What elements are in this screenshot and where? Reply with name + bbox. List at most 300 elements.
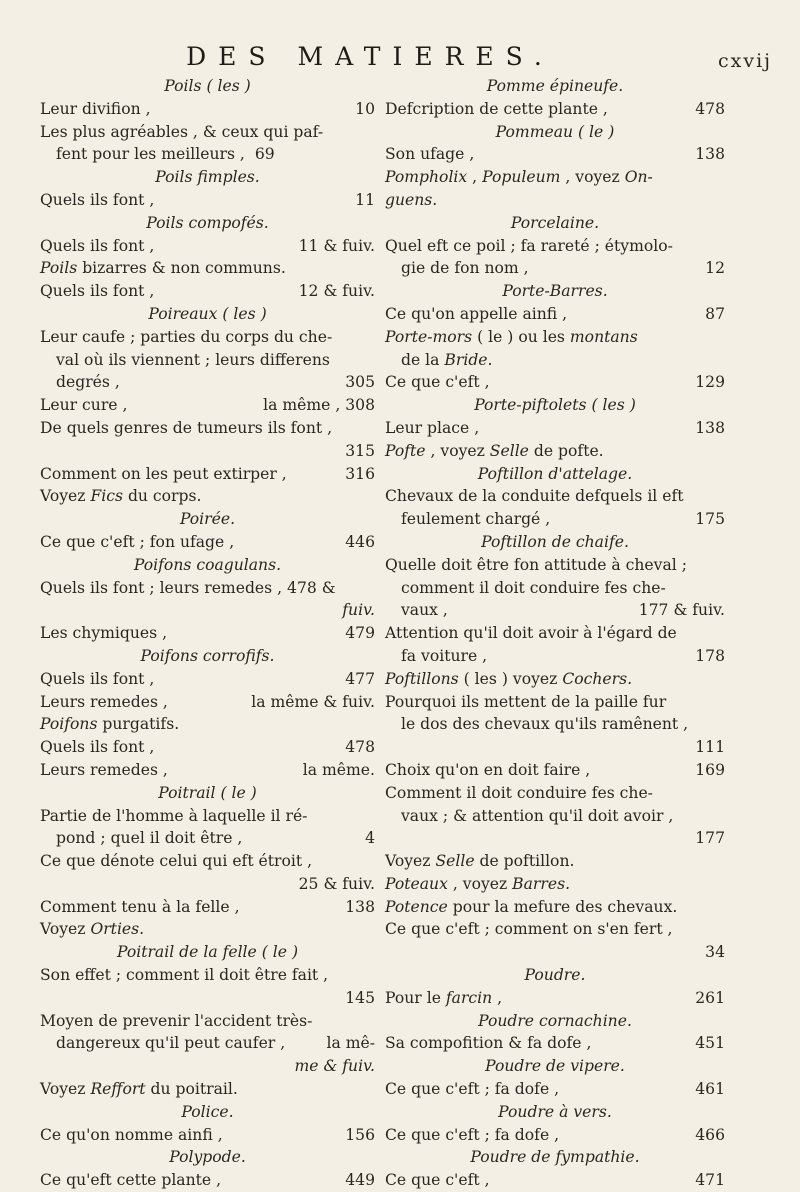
entry-text bbox=[385, 898, 677, 916]
entry-text bbox=[385, 143, 474, 166]
text-run: ( le ) bbox=[215, 783, 257, 802]
entry-text bbox=[56, 827, 242, 850]
text-run: du poitrail. bbox=[145, 1080, 238, 1099]
text-run: fimples. bbox=[192, 168, 260, 187]
text-run: Ce que c'eft ; fon ufage , bbox=[40, 532, 235, 551]
entry-text bbox=[299, 875, 375, 893]
index-entry bbox=[385, 98, 725, 121]
index-entry bbox=[40, 121, 375, 144]
text-run: Ce qu'on nomme ainfi , bbox=[40, 1125, 223, 1144]
entry-text bbox=[40, 235, 154, 258]
text-run: Comment tenu à la felle , bbox=[40, 897, 240, 916]
text-run: Son effet ; comment il doit être fait , bbox=[40, 966, 329, 985]
page-ref: 11 & fuiv. bbox=[298, 236, 375, 255]
entry-text bbox=[496, 123, 615, 141]
text-run: Ce que c'eft , bbox=[385, 1171, 490, 1190]
entry-text bbox=[695, 829, 725, 847]
entry-text bbox=[470, 1148, 639, 1166]
entry-text bbox=[401, 257, 529, 280]
text-run: 315 bbox=[345, 441, 375, 460]
index-entry bbox=[40, 622, 375, 645]
index-entry bbox=[40, 1010, 375, 1033]
text-run: 111 bbox=[695, 738, 725, 757]
text-run: Orties. bbox=[90, 920, 145, 939]
index-entry bbox=[40, 918, 375, 941]
index-entry bbox=[40, 349, 375, 372]
text-run: Les plus agréables , & ceux qui paf- bbox=[40, 122, 324, 141]
text-run: Ce que dénote celui qui eft étroit , bbox=[40, 852, 313, 871]
entry-text bbox=[141, 647, 275, 665]
text-run: de vipere. bbox=[541, 1057, 625, 1076]
index-entry bbox=[40, 827, 375, 850]
entry-text bbox=[117, 943, 298, 961]
text-run: du corps. bbox=[122, 487, 202, 506]
text-run: Poudre bbox=[485, 1057, 542, 1076]
page-ref: 449 bbox=[345, 1171, 375, 1190]
index-heading bbox=[40, 212, 375, 235]
index-entry bbox=[385, 941, 725, 964]
page-ref: 156 bbox=[345, 1125, 375, 1144]
entry-text bbox=[40, 920, 144, 938]
entry-text bbox=[40, 896, 240, 919]
text-run: 177 bbox=[695, 829, 725, 848]
entry-text bbox=[385, 168, 653, 186]
page-ref: la même. bbox=[302, 760, 375, 779]
page-ref: 87 bbox=[705, 304, 725, 323]
entry-text bbox=[385, 417, 479, 440]
index-entry bbox=[40, 189, 375, 212]
index-entry bbox=[40, 691, 375, 714]
text-run: Poudre bbox=[470, 1148, 527, 1167]
text-run: Poifons bbox=[40, 715, 98, 734]
text-run: Quel eft ce poil ; fa rareté ; étymolo- bbox=[385, 236, 673, 255]
page-ref: 479 bbox=[345, 624, 375, 643]
text-run: Attention qu'il doit avoir à l'égard de bbox=[385, 624, 677, 643]
index-heading bbox=[40, 782, 375, 805]
index-entry bbox=[40, 417, 375, 440]
page-number: cxvij bbox=[718, 50, 773, 72]
page-ref: 478 bbox=[345, 738, 375, 757]
index-entry bbox=[385, 736, 725, 759]
index-heading bbox=[385, 531, 725, 554]
index-heading bbox=[40, 941, 375, 964]
text-run: Comment il doit conduire fes che- bbox=[385, 783, 653, 802]
text-run: feulement chargé , bbox=[401, 510, 551, 529]
index-entry bbox=[385, 235, 725, 258]
entry-text bbox=[40, 98, 151, 121]
text-run: Sa compofition & fa dofe , bbox=[385, 1034, 592, 1053]
text-run: Chevaux de la conduite defquels il eft bbox=[385, 487, 684, 506]
text-run: Son ufage , bbox=[385, 145, 475, 164]
text-run: , voyez bbox=[425, 441, 490, 460]
entry-text bbox=[56, 351, 330, 369]
index-entry bbox=[40, 759, 375, 782]
text-run: de poftillon. bbox=[474, 852, 575, 871]
index-entry bbox=[40, 850, 375, 873]
index-entry bbox=[40, 1032, 375, 1055]
index-entry bbox=[40, 485, 375, 508]
entry-text bbox=[385, 191, 437, 209]
index-entry bbox=[385, 805, 725, 828]
index-entry bbox=[385, 485, 725, 508]
text-run: Voyez bbox=[40, 920, 91, 939]
text-run: dangereux qu'il peut caufer , bbox=[56, 1034, 286, 1053]
entry-text bbox=[385, 442, 604, 460]
entry-text bbox=[385, 1032, 591, 1055]
index-entry bbox=[40, 1078, 375, 1101]
entry-text bbox=[56, 1032, 285, 1055]
entry-text bbox=[385, 1124, 559, 1147]
index-entry bbox=[40, 736, 375, 759]
text-run: ( les ) bbox=[217, 304, 267, 323]
text-run: Ce qu'eft cette plante , bbox=[40, 1171, 222, 1190]
index-entry bbox=[385, 577, 725, 600]
entry-text bbox=[401, 807, 673, 825]
entry-text bbox=[180, 510, 235, 528]
text-run: Selle bbox=[435, 852, 475, 871]
index-entry bbox=[40, 577, 375, 600]
text-run: , voyez bbox=[447, 874, 513, 893]
page-ref: la même & fuiv. bbox=[251, 692, 375, 711]
page-ref: 12 bbox=[705, 259, 725, 278]
index-entry bbox=[385, 622, 725, 645]
page-ref: 11 bbox=[355, 190, 375, 209]
index-entry bbox=[40, 599, 375, 622]
index-heading bbox=[385, 121, 725, 144]
text-run: Pompholix bbox=[385, 168, 468, 187]
index-heading bbox=[40, 508, 375, 531]
text-run: val où ils viennent ; leurs differens bbox=[56, 350, 330, 369]
entry-text bbox=[345, 989, 375, 1007]
text-run: corrofifs. bbox=[197, 646, 275, 665]
text-run: Poftillon bbox=[477, 464, 544, 483]
entry-text bbox=[401, 579, 666, 597]
entry-text bbox=[695, 738, 725, 756]
entry-text bbox=[385, 624, 677, 642]
index-entry bbox=[40, 257, 375, 280]
entry-text bbox=[385, 556, 687, 574]
text-run: , bbox=[467, 168, 483, 187]
text-run: Pomme bbox=[486, 77, 545, 95]
text-run: ( le ) ou les bbox=[472, 327, 570, 346]
entry-text bbox=[525, 966, 586, 984]
entry-text bbox=[40, 259, 286, 277]
index-entry bbox=[385, 691, 725, 714]
entry-text bbox=[40, 394, 127, 417]
text-run: Fics bbox=[90, 487, 123, 506]
index-entry bbox=[40, 280, 375, 303]
page-ref: 4 bbox=[365, 829, 375, 848]
text-run: Poteaux bbox=[385, 874, 448, 893]
index-entry bbox=[40, 98, 375, 121]
entry-text bbox=[385, 987, 502, 1010]
entry-text bbox=[181, 1103, 233, 1121]
text-run: vaux , bbox=[401, 601, 448, 620]
text-run: Ce que c'eft ; fa dofe , bbox=[385, 1080, 560, 1099]
index-entry bbox=[40, 805, 375, 828]
text-run: Quels ils font , bbox=[40, 669, 155, 688]
text-run: Partie de l'homme à laquelle il ré- bbox=[40, 806, 308, 825]
index-entry bbox=[40, 143, 375, 166]
text-run: Ce que c'eft ; comment on s'en fert , bbox=[385, 920, 673, 939]
text-run: le dos des chevaux qu'ils ramênent , bbox=[401, 715, 689, 734]
entry-text bbox=[385, 1169, 490, 1192]
entry-text bbox=[401, 645, 487, 668]
text-run: Leur divifion , bbox=[40, 99, 151, 118]
text-run: de la felle ( le ) bbox=[174, 943, 299, 962]
index-heading bbox=[40, 75, 375, 98]
text-run: fent pour les meilleurs , bbox=[56, 145, 245, 164]
index-entry bbox=[385, 1124, 725, 1147]
index-entry bbox=[40, 235, 375, 258]
text-run: Quels ils font , bbox=[40, 236, 155, 255]
entry-text bbox=[385, 920, 673, 938]
index-entry bbox=[385, 918, 725, 941]
index-entry bbox=[385, 508, 725, 531]
text-run: Ce que c'eft ; fa dofe , bbox=[385, 1125, 560, 1144]
index-entry bbox=[385, 371, 725, 394]
entry-text bbox=[474, 396, 636, 414]
entry-text bbox=[385, 328, 638, 346]
text-run: Poils bbox=[40, 259, 78, 278]
entry-text bbox=[56, 145, 245, 163]
index-entry bbox=[385, 850, 725, 873]
text-run: vaux ; & attention qu'il doit avoir , bbox=[401, 806, 674, 825]
text-run: ( le ) bbox=[573, 122, 615, 141]
text-run: Leur cure , bbox=[40, 396, 128, 415]
entry-text bbox=[498, 1103, 612, 1121]
text-run: Poifons bbox=[133, 555, 192, 574]
entry-text bbox=[385, 1078, 559, 1101]
index-entry bbox=[40, 713, 375, 736]
entry-text bbox=[511, 214, 599, 232]
index-entry bbox=[385, 645, 725, 668]
index-entry bbox=[385, 827, 725, 850]
entry-text bbox=[40, 622, 167, 645]
index-entry bbox=[385, 303, 725, 326]
entry-text bbox=[40, 579, 336, 597]
text-run: Porte-mors bbox=[385, 327, 473, 346]
text-run: Poitrail bbox=[158, 783, 216, 802]
index-entry bbox=[385, 896, 725, 919]
page-ref: 129 bbox=[695, 373, 725, 392]
page-ref: la mê- bbox=[326, 1034, 375, 1053]
entry-text bbox=[385, 784, 653, 802]
index-heading bbox=[385, 1101, 725, 1124]
entry-text bbox=[164, 77, 251, 95]
page-ref: la même , 308 bbox=[263, 396, 375, 415]
entry-text bbox=[155, 168, 260, 186]
entry-text bbox=[40, 463, 287, 486]
text-run: On- bbox=[624, 168, 653, 187]
text-run: Quels ils font , bbox=[40, 190, 155, 209]
index-heading bbox=[385, 75, 725, 98]
index-entry bbox=[385, 599, 725, 622]
index-heading bbox=[385, 964, 725, 987]
text-run: épineufe. bbox=[544, 77, 624, 95]
text-run: Porte-piftolets bbox=[474, 396, 587, 415]
entry-text bbox=[148, 305, 266, 323]
page-ref: 175 bbox=[695, 510, 725, 529]
page-ref: 305 bbox=[345, 373, 375, 392]
text-run: cornachine. bbox=[534, 1011, 632, 1030]
index-heading bbox=[40, 645, 375, 668]
entry-text bbox=[385, 98, 608, 121]
text-run: Leur caufe ; parties du corps du che- bbox=[40, 327, 333, 346]
index-heading bbox=[385, 280, 725, 303]
text-run: Leurs remedes , bbox=[40, 692, 168, 711]
page-ref: 466 bbox=[695, 1125, 725, 1144]
entry-text bbox=[40, 736, 154, 759]
text-run: fuiv. bbox=[342, 601, 375, 620]
text-run: Poils bbox=[164, 77, 202, 95]
index-entry bbox=[40, 440, 375, 463]
page-ref: 451 bbox=[695, 1034, 725, 1053]
text-run: compofés. bbox=[183, 213, 269, 232]
page-ref: 178 bbox=[695, 646, 725, 665]
index-entry bbox=[385, 166, 725, 189]
index-heading bbox=[40, 166, 375, 189]
text-run: guens. bbox=[385, 190, 438, 209]
entry-text bbox=[40, 328, 332, 346]
entry-text bbox=[345, 442, 375, 460]
entry-text bbox=[385, 237, 673, 255]
text-run: me & fuiv. bbox=[294, 1057, 375, 1076]
entry-text bbox=[169, 1148, 246, 1166]
text-run: Voyez bbox=[385, 852, 436, 871]
text-run: pour la mefure des chevaux. bbox=[447, 897, 678, 916]
index-entry bbox=[385, 713, 725, 736]
text-run: Poitrail bbox=[116, 943, 175, 962]
index-entry bbox=[40, 394, 375, 417]
text-run: De quels genres de tumeurs ils font , bbox=[40, 418, 333, 437]
text-run: de fympathie. bbox=[526, 1148, 640, 1167]
entry-text bbox=[481, 533, 629, 551]
text-run: Poireaux bbox=[148, 304, 218, 323]
text-run: coagulans. bbox=[191, 555, 282, 574]
entry-text bbox=[40, 123, 323, 141]
entry-text bbox=[40, 668, 154, 691]
text-run: Choix qu'on en doit faire , bbox=[385, 760, 591, 779]
index-entry bbox=[385, 782, 725, 805]
text-run: Pourquoi ils mettent de la paille fur bbox=[385, 692, 667, 711]
entry-text bbox=[385, 303, 567, 326]
text-run: Quels ils font , bbox=[40, 282, 155, 301]
entry-text bbox=[134, 556, 281, 574]
page-ref: 69 bbox=[254, 145, 275, 164]
page-ref: 261 bbox=[695, 988, 725, 1007]
text-run: Poudre bbox=[478, 1011, 535, 1030]
text-run: comment il doit conduire fes che- bbox=[401, 578, 666, 597]
index-entry bbox=[385, 143, 725, 166]
text-run: Poifons bbox=[140, 646, 198, 665]
page-ref: 478 bbox=[695, 99, 725, 118]
text-run: Police. bbox=[181, 1102, 234, 1121]
entry-text bbox=[502, 282, 607, 300]
index-entry bbox=[40, 371, 375, 394]
entry-text bbox=[40, 1012, 312, 1030]
text-run: Voyez bbox=[40, 487, 91, 506]
text-run: Voyez bbox=[40, 1080, 91, 1099]
running-header: DES MATIERES. bbox=[186, 42, 554, 71]
text-run: Ce qu'on appelle ainfi , bbox=[385, 304, 568, 323]
text-run: Pour le bbox=[385, 988, 446, 1007]
text-run: Selle bbox=[489, 441, 529, 460]
index-heading bbox=[385, 1055, 725, 1078]
page-ref: 10 bbox=[355, 99, 375, 118]
index-entry bbox=[40, 1124, 375, 1147]
text-run: 25 & fuiv. bbox=[298, 874, 375, 893]
index-entry bbox=[385, 417, 725, 440]
text-run: Bride. bbox=[444, 350, 493, 369]
index-entry bbox=[40, 531, 375, 554]
entry-text bbox=[40, 966, 328, 984]
entry-text bbox=[478, 1012, 632, 1030]
entry-text bbox=[478, 465, 632, 483]
entry-text bbox=[385, 875, 570, 893]
text-run: Poudre. bbox=[524, 966, 586, 985]
text-run: Les chymiques , bbox=[40, 624, 168, 643]
page-ref: 461 bbox=[695, 1080, 725, 1099]
entry-text bbox=[342, 601, 375, 619]
text-run: Pommeau bbox=[495, 122, 574, 141]
entry-text bbox=[40, 419, 332, 437]
entry-text bbox=[40, 691, 168, 714]
text-run: Reffort bbox=[90, 1080, 146, 1099]
text-run: ( les ) bbox=[201, 77, 251, 95]
text-run: ( les ) voyez bbox=[458, 669, 563, 688]
index-entry bbox=[40, 1169, 375, 1192]
entry-text bbox=[385, 670, 632, 688]
page-ref: 446 bbox=[345, 532, 375, 551]
index-entry bbox=[385, 1032, 725, 1055]
text-run: de la bbox=[401, 350, 445, 369]
text-run: Populeum bbox=[482, 168, 561, 187]
text-run: Poils bbox=[146, 213, 184, 232]
index-heading bbox=[385, 1146, 725, 1169]
text-run: Pofte bbox=[385, 441, 426, 460]
index-entry bbox=[385, 668, 725, 691]
index-entry bbox=[385, 1169, 725, 1192]
page-ref: 138 bbox=[695, 418, 725, 437]
entry-text bbox=[40, 715, 179, 733]
index-heading bbox=[385, 394, 725, 417]
text-run: de pofte. bbox=[528, 441, 604, 460]
text-run: Potence bbox=[385, 897, 448, 916]
text-run: Barres. bbox=[512, 874, 571, 893]
index-entry bbox=[385, 759, 725, 782]
index-entry bbox=[385, 987, 725, 1010]
page-ref: 477 bbox=[345, 669, 375, 688]
entry-text bbox=[385, 759, 590, 782]
text-run: Polypode. bbox=[169, 1148, 246, 1167]
text-run: fa voiture , bbox=[401, 646, 488, 665]
index-entry bbox=[40, 964, 375, 987]
text-run: Ce que c'eft , bbox=[385, 373, 490, 392]
entry-text bbox=[40, 1124, 223, 1147]
text-run: Comment on les peut extirper , bbox=[40, 464, 287, 483]
entry-text bbox=[56, 371, 120, 394]
entry-text bbox=[40, 1169, 221, 1192]
text-run: Poils bbox=[155, 168, 193, 187]
entry-text bbox=[40, 759, 168, 782]
left-column bbox=[40, 75, 375, 1192]
index-heading bbox=[40, 303, 375, 326]
entry-text bbox=[40, 487, 201, 505]
entry-text bbox=[385, 371, 490, 394]
page-ref: 169 bbox=[695, 760, 725, 779]
text-run: 34 bbox=[705, 943, 725, 962]
